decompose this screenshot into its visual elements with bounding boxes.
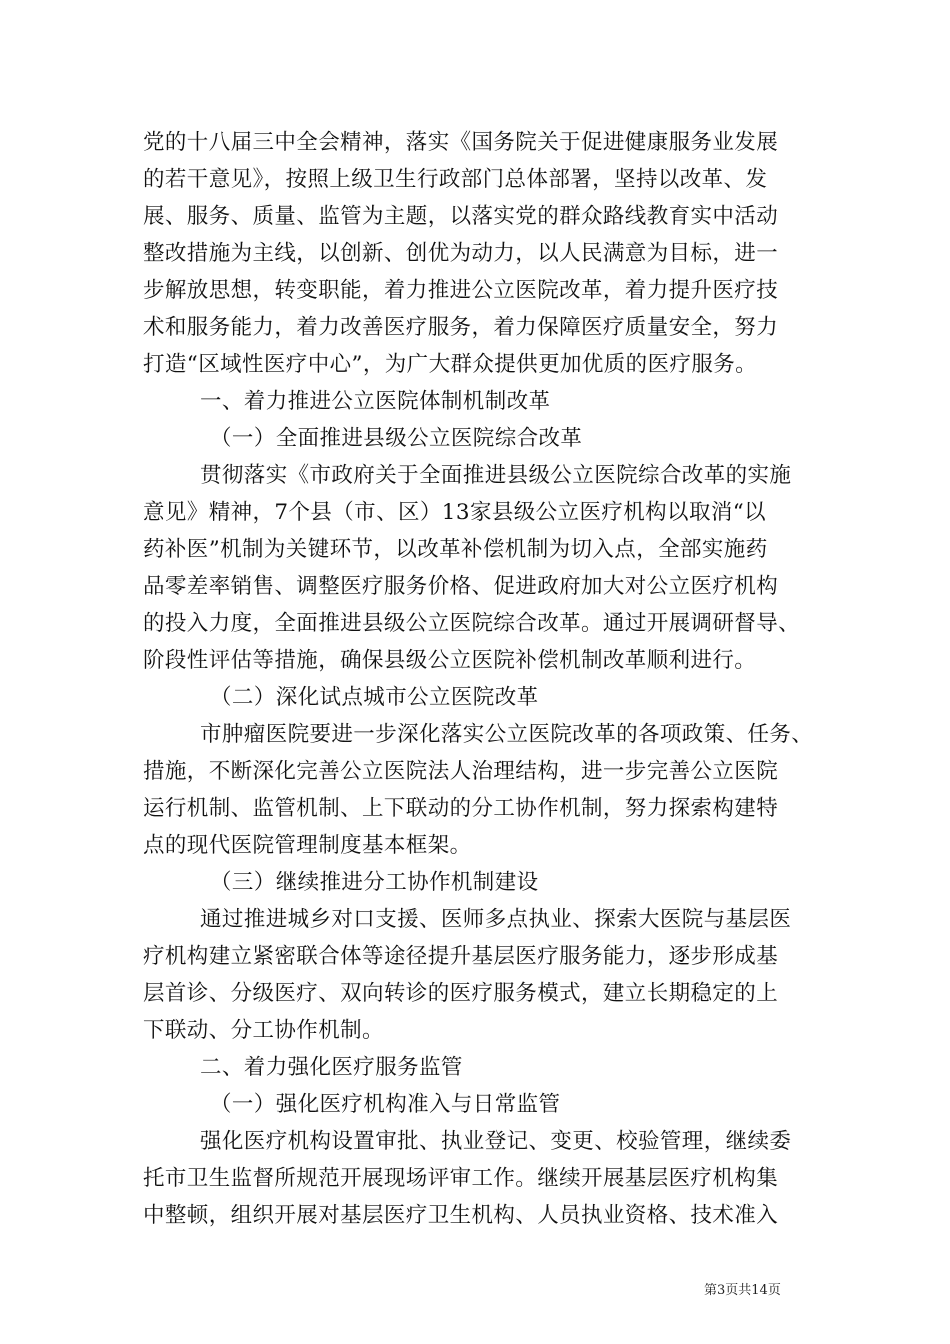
subsection-heading: （三）继续推进分工协作机制建设: [210, 870, 539, 895]
text-line: 托市卫生监督所规范开展现场评审工作。继续开展基层医疗机构集: [143, 1166, 779, 1191]
text-line: 打造“区域性医疗中心”，为广大群众提供更加优质的医疗服务。: [143, 352, 758, 377]
subsection-heading: （一）全面推进县级公立医院综合改革: [210, 426, 583, 451]
section-heading: 一、着力推进公立医院体制机制改革: [200, 389, 551, 414]
text-line: 的若干意见》，按照上级卫生行政部门总体部署，坚持以改革、发: [143, 167, 768, 192]
subsection-heading: （一）强化医疗机构准入与日常监管: [210, 1092, 561, 1117]
subsection-heading: （二）深化试点城市公立医院改革: [210, 685, 539, 710]
text-line: 整改措施为主线，以创新、创优为动力，以人民满意为目标，进一: [143, 241, 779, 266]
text-line: 阶段性评估等措施，确保县级公立医院补偿机制改革顺利进行。: [143, 648, 757, 673]
text-line: 术和服务能力，着力改善医疗服务，着力保障医疗质量安全，努力: [143, 315, 779, 340]
text-line: 中整顿，组织开展对基层医疗卫生机构、人员执业资格、技术准入: [143, 1203, 779, 1228]
text-line: 贯彻落实《市政府关于全面推进县级公立医院综合改革的实施: [200, 463, 792, 488]
text-line: 运行机制、监管机制、上下联动的分工协作机制，努力探索构建特: [143, 796, 779, 821]
text-line: 药补医”机制为关键环节，以改革补偿机制为切入点，全部实施药: [143, 537, 768, 562]
text-line: 市肿瘤医院要进一步深化落实公立医院改革的各项政策、任务、: [200, 722, 814, 747]
text-line: 步解放思想，转变职能，着力推进公立医院改革，着力提升医疗技: [143, 278, 779, 303]
text-line: 党的十八届三中全会精神，落实《国务院关于促进健康服务业发展: [143, 130, 779, 155]
text-line: 意见》精神，7个县（市、区）13家县级公立医疗机构以取消“以: [143, 500, 767, 525]
text-line: 下联动、分工协作机制。: [143, 1018, 384, 1043]
text-line: 层首诊、分级医疗、双向转诊的医疗服务模式，建立长期稳定的上: [143, 981, 779, 1006]
text-line: 展、服务、质量、监管为主题，以落实党的群众路线教育实中活动: [143, 204, 779, 229]
text-line: 点的现代医院管理制度基本框架。: [143, 833, 472, 858]
page-number: 第3页共14页: [704, 1283, 781, 1298]
text-line: 品零差率销售、调整医疗服务价格、促进政府加大对公立医疗机构: [143, 574, 779, 599]
text-line: 的投入力度，全面推进县级公立医院综合改革。通过开展调研督导、: [143, 611, 801, 636]
text-line: 疗机构建立紧密联合体等途径提升基层医疗服务能力，逐步形成基: [143, 944, 779, 969]
text-line: 强化医疗机构设置审批、执业登记、变更、校验管理，继续委: [200, 1129, 792, 1154]
section-heading: 二、着力强化医疗服务监管: [200, 1055, 463, 1080]
text-line: 措施，不断深化完善公立医院法人治理结构，进一步完善公立医院: [143, 759, 779, 784]
text-line: 通过推进城乡对口支援、医师多点执业、探索大医院与基层医: [200, 907, 792, 932]
